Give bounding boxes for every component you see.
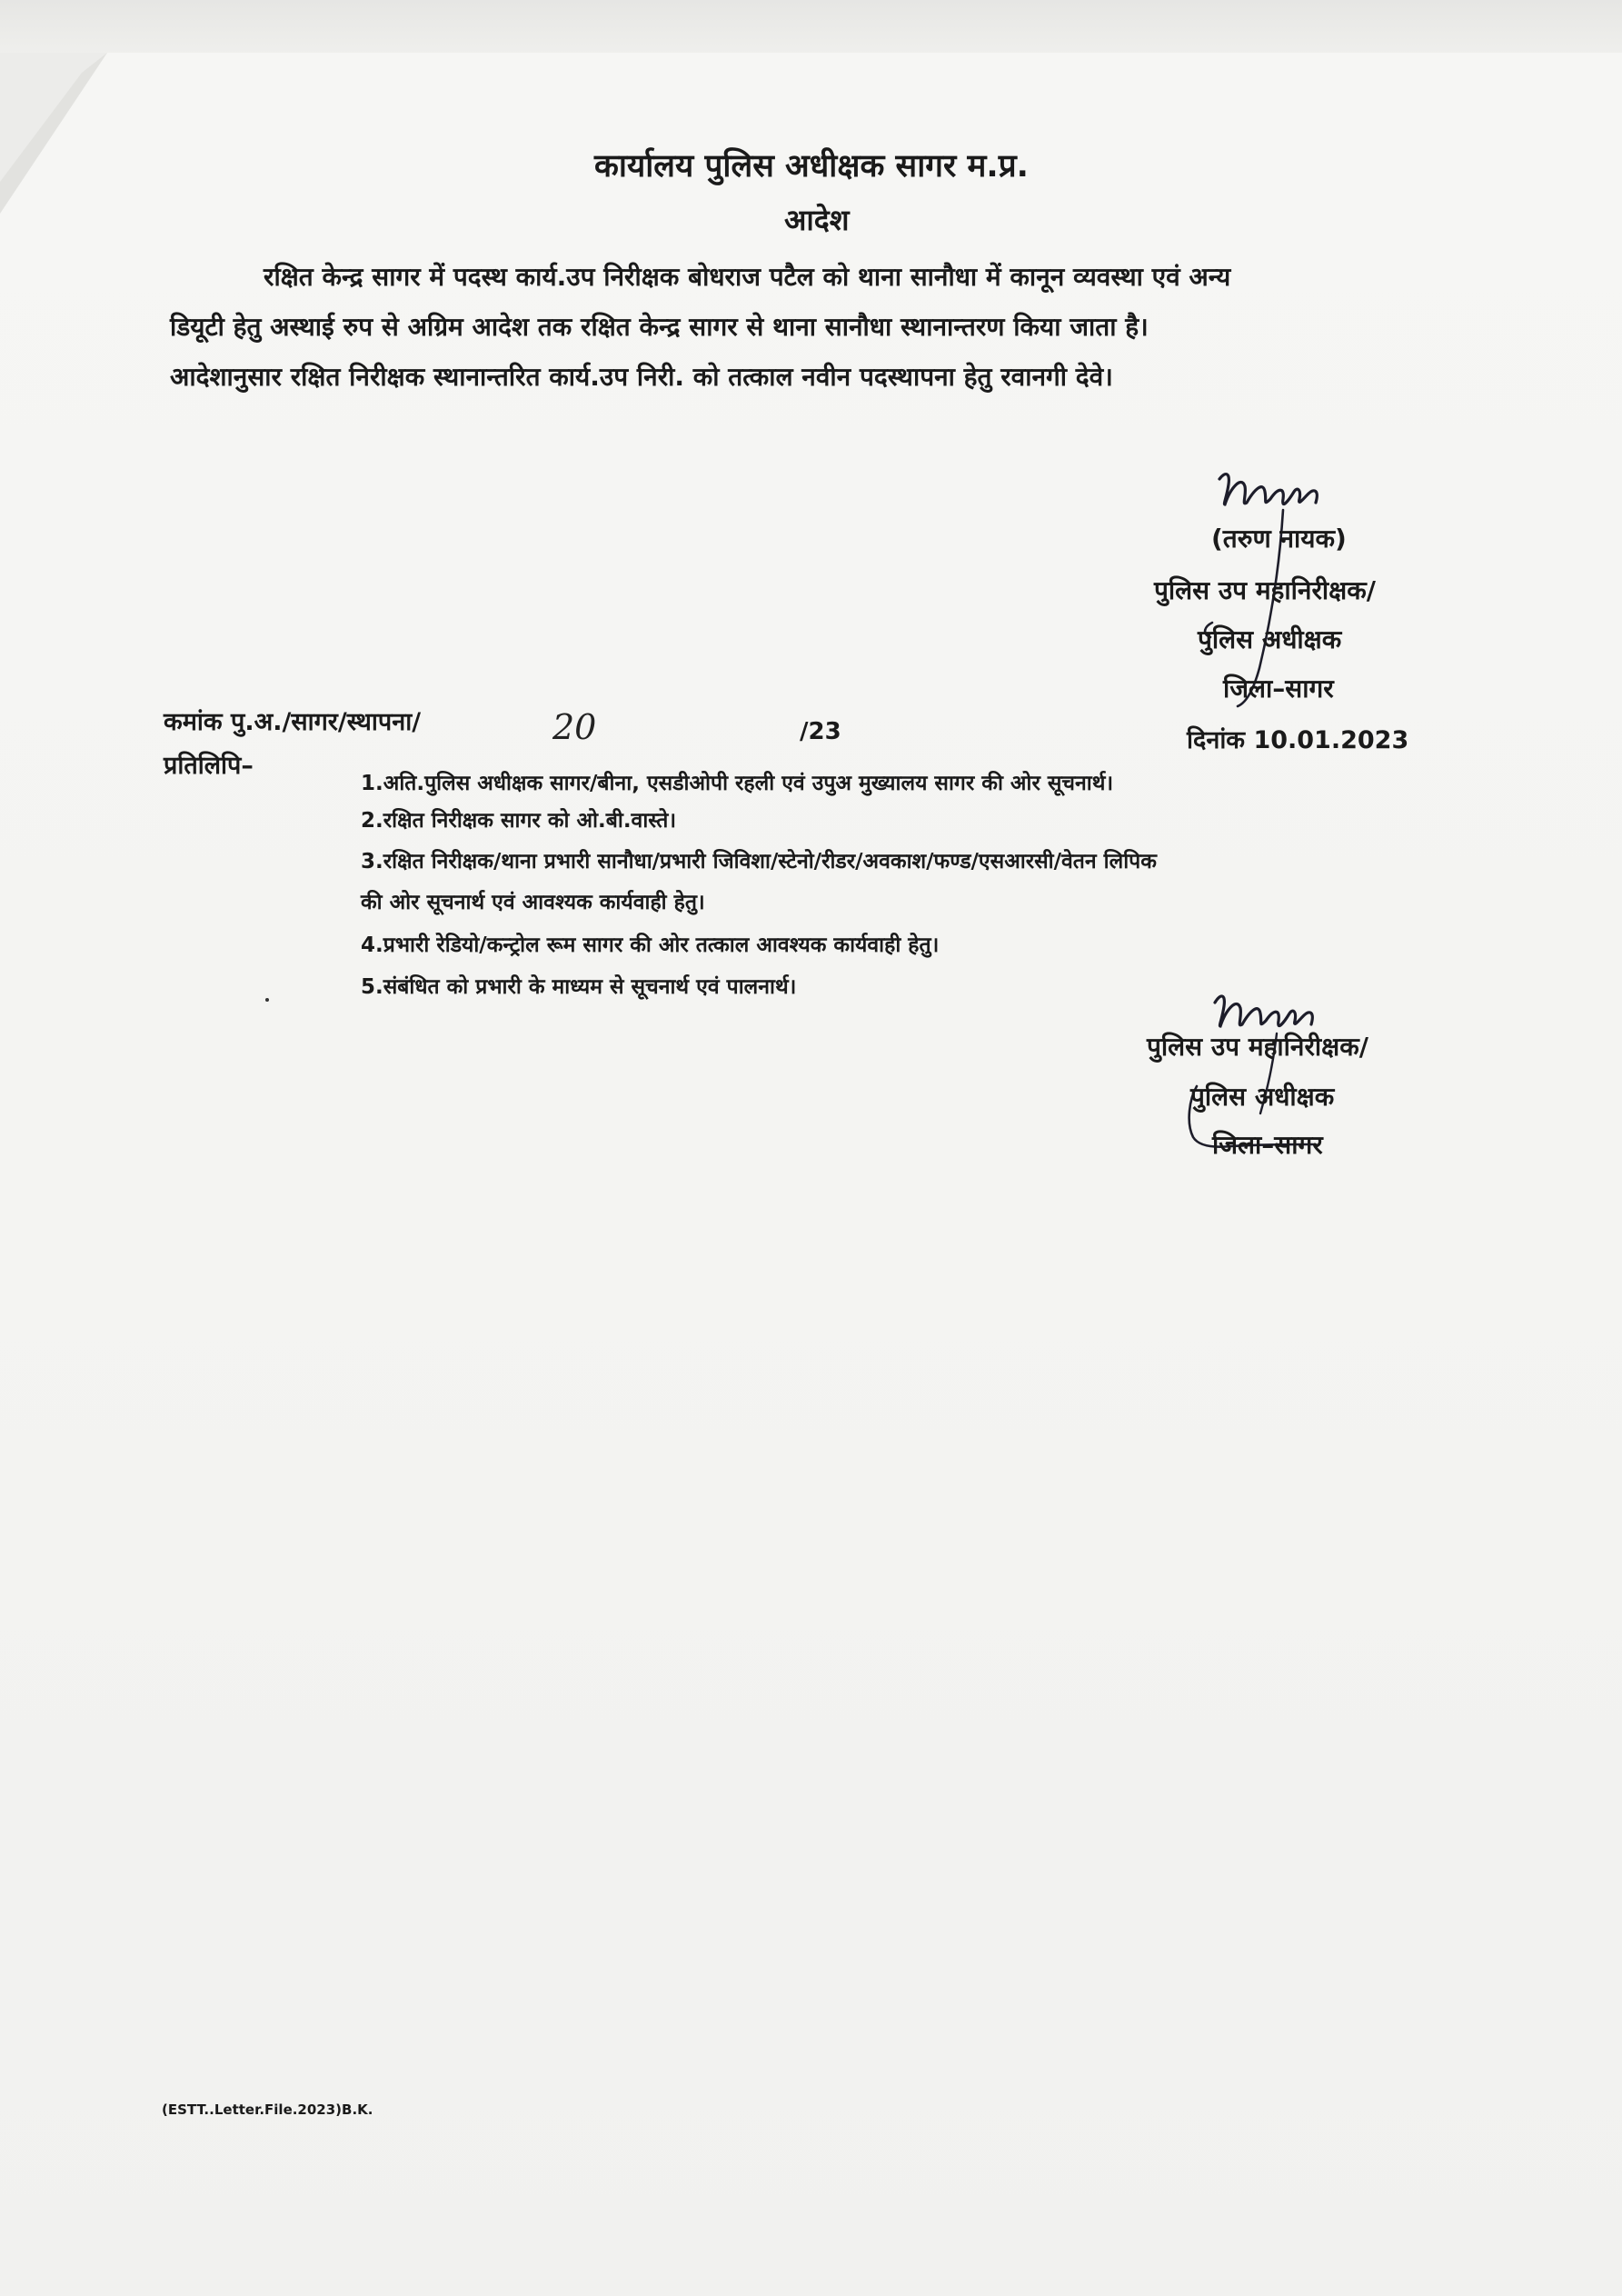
order-date: दिनांक 10.01.2023 <box>1187 726 1409 754</box>
signatory-name: (तरुण नायक) <box>1211 524 1347 554</box>
office-title: कार्यालय पुलिस अधीक्षक सागर म.प्र. <box>594 148 1029 185</box>
order-body-line-3: आदेशानुसार रक्षित निरीक्षक स्थानान्तरित कार्य.उप निरी. को तत्काल नवीन पदस्थापना हेतु रवानगी देवे। <box>170 362 1113 392</box>
order-body-line-1: रक्षित केन्द्र सागर में पदस्थ कार्य.उप निरीक्षक बोधराज पटैल को थाना सानौधा में कानून व्यवस्था एवं अन्य <box>264 262 1231 292</box>
paper-fold-corner <box>0 0 127 218</box>
reference-handwritten-number: 20 <box>552 707 597 747</box>
copy-item-continuation: की ओर सूचनार्थ एवं आवश्यक कार्यवाही हेतु। <box>361 891 705 914</box>
copy-item: 2.रक्षित निरीक्षक सागर को ओ.बी.वास्ते। <box>361 809 677 833</box>
order-title: आदेश <box>784 203 850 237</box>
signatory-designation-2: पुलिस अधीक्षक <box>1190 1082 1335 1112</box>
copy-item: 3.रक्षित निरीक्षक/थाना प्रभारी सानौधा/प्रभारी जिविशा/स्टेनो/रीडर/अवकाश/फण्ड/एसआरसी/वेतन लिपिक <box>361 850 1157 873</box>
signatory-district: जिला–सागर <box>1223 674 1334 704</box>
scan-top-shadow <box>0 0 1622 53</box>
reference-year: /23 <box>800 718 841 745</box>
signatory-designation-1: पुलिस उप महानिरीक्षक/ <box>1154 575 1376 605</box>
file-reference-code: (ESTT..Letter.File.2023)B.K. <box>162 2101 373 2118</box>
signatory-district: जिला–सागर <box>1212 1130 1323 1160</box>
copy-item: 1.अति.पुलिस अधीक्षक सागर/बीना, एसडीओपी रहली एवं उपुअ मुख्यालय सागर की ओर सूचनार्थ। <box>361 772 1114 795</box>
order-body-line-2: डियूटी हेतु अस्थाई रुप से अग्रिम आदेश तक रक्षित केन्द्र सागर से थाना सानौधा स्थानान्तरण किया जाता है। <box>170 312 1149 342</box>
copy-item: 4.प्रभारी रेडियो/कन्ट्रोल रूम सागर की ओर तत्काल आवश्यक कार्यवाही हेतु। <box>361 933 940 957</box>
signatory-designation-1: पुलिस उप महानिरीक्षक/ <box>1147 1032 1368 1062</box>
copy-to-label: प्रतिलिपि– <box>164 752 254 780</box>
copy-item: 5.संबंधित को प्रभारी के माध्यम से सूचनार्थ एवं पालनार्थ। <box>361 975 797 999</box>
reference-number: कमांक पु.अ./सागर/स्थापना/ <box>164 708 422 736</box>
signatory-designation-2: पुलिस अधीक्षक <box>1198 624 1342 654</box>
stray-dot <box>265 998 269 1002</box>
